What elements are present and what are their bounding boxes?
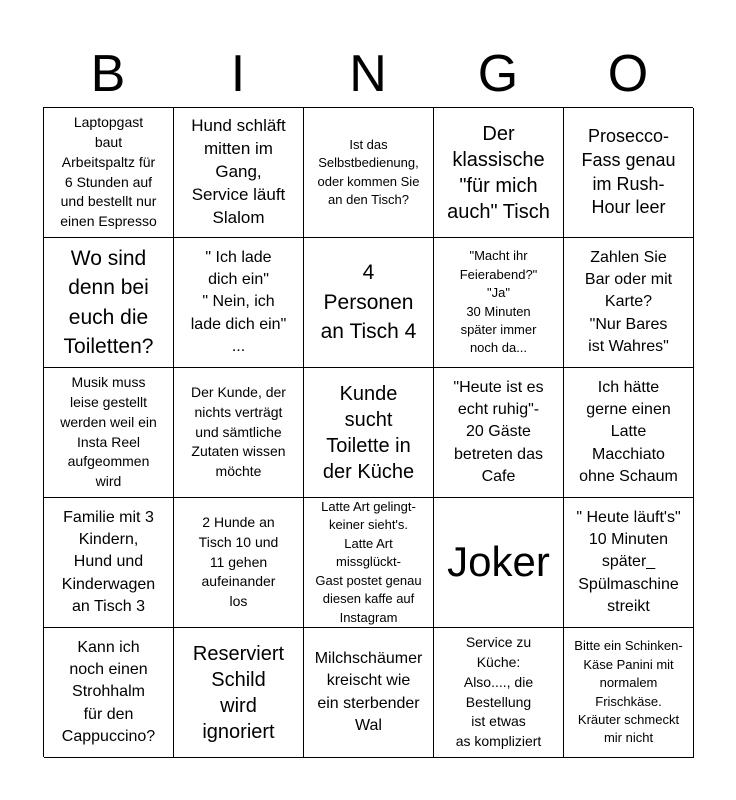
cell-text: Bitte ein Schinken- Käse Panini mit normalem Frischkäse. Kräuter schmeckt mir nicht xyxy=(574,638,683,746)
bingo-cell-r2c5[interactable] xyxy=(564,238,694,368)
bingo-header xyxy=(43,40,693,108)
bingo-cell-r5c2[interactable] xyxy=(174,628,304,758)
header-letter-g: G xyxy=(477,45,519,103)
bingo-cell-r5c3[interactable] xyxy=(304,628,434,758)
cell-text: Milchschäumer kreischt wie ein sterbender Wal xyxy=(314,649,423,734)
bingo-cell-r5c5[interactable] xyxy=(564,628,694,758)
bingo-cell-r3c4[interactable] xyxy=(434,368,564,498)
bingo-cell-r2c4[interactable] xyxy=(434,238,564,368)
cell-text: 4 Personen an Tisch 4 xyxy=(320,261,417,344)
header-letter-b: B xyxy=(90,45,126,103)
header-letter-o: O xyxy=(607,45,649,103)
bingo-cell-r1c5[interactable] xyxy=(564,108,694,238)
bingo-cell-r1c4[interactable] xyxy=(434,108,564,238)
cell-text: Zahlen Sie Bar oder mit Karte? "Nur Bares ist Wahres" xyxy=(584,248,673,356)
cell-text: Service zu Küche: Also...., die Bestellung ist etwas as kompliziert xyxy=(455,633,542,750)
bingo-cell-r3c3[interactable] xyxy=(304,368,434,498)
cell-text: "Macht ihr Feierabend?" "Ja" 30 Minuten später immer noch da... xyxy=(459,248,538,356)
cell-text: Hund schläft mitten im Gang, Service läuft Slalom xyxy=(191,116,286,227)
bingo-cell-r2c3[interactable] xyxy=(304,238,434,368)
header-letter-n: N xyxy=(349,45,387,103)
cell-text: Wo sind denn bei euch die Toiletten? xyxy=(63,246,154,358)
cell-text: " Heute läuft's" 10 Minuten später_ Spülmaschine streikt xyxy=(576,508,681,616)
cell-text: Kann ich noch einen Strohhalm für den Cappuccino? xyxy=(61,638,156,746)
cell-text: Der Kunde, der nichts verträgt und sämtliche Zutaten wissen möchte xyxy=(191,383,286,480)
bingo-cell-r2c2[interactable] xyxy=(174,238,304,368)
cell-text: Reserviert Schild wird ignoriert xyxy=(192,642,285,743)
bingo-cell-r4c2[interactable] xyxy=(174,498,304,628)
cell-text: Prosecco- Fass genau im Rush- Hour leer xyxy=(581,125,676,218)
bingo-cell-r4c4-joker[interactable] xyxy=(434,498,564,628)
bingo-cell-r1c3[interactable] xyxy=(304,108,434,238)
bingo-cell-r4c5[interactable] xyxy=(564,498,694,628)
bingo-cell-r5c1[interactable] xyxy=(44,628,174,758)
cell-text: Der klassische "für mich auch" Tisch xyxy=(447,122,550,223)
bingo-cell-r5c4[interactable] xyxy=(434,628,564,758)
cell-text: Ich hätte gerne einen Latte Macchiato ohne Schaum xyxy=(579,378,678,486)
cell-text: 2 Hunde an Tisch 10 und 11 gehen aufeinander los xyxy=(198,513,279,610)
bingo-cell-r3c5[interactable] xyxy=(564,368,694,498)
cell-text: Joker xyxy=(447,538,550,586)
cell-text: Musik muss leise gestellt werden weil ein Insta Reel aufgeommen wird xyxy=(60,373,157,490)
cell-text: Ist das Selbstbedienung, oder kommen Sie an den Tisch? xyxy=(317,136,420,207)
cell-text: " Ich lade dich ein" " Nein, ich lade dich ein" ... xyxy=(190,248,287,356)
header-letter-i: I xyxy=(230,45,246,103)
cell-text: Familie mit 3 Kindern, Hund und Kinderwagen an Tisch 3 xyxy=(61,508,156,616)
bingo-cell-r3c1[interactable] xyxy=(44,368,174,498)
cell-text: Latte Art gelingt- keiner sieht's. Latte Art missglückt- Gast postet genau diesen kaffe auf Instagram xyxy=(315,498,422,625)
bingo-cell-r4c1[interactable] xyxy=(44,498,174,628)
bingo-cell-r3c2[interactable] xyxy=(174,368,304,498)
bingo-cell-r4c3[interactable] xyxy=(304,498,434,628)
cell-text: Laptopgast baut Arbeitspaltz für 6 Stunden auf und bestellt nur einen Espresso xyxy=(60,113,157,230)
cell-text: "Heute ist es echt ruhig"- 20 Gäste betreten das Cafe xyxy=(453,378,544,486)
bingo-cell-r1c1[interactable] xyxy=(44,108,174,238)
bingo-grid xyxy=(43,107,693,757)
bingo-cell-r2c1[interactable] xyxy=(44,238,174,368)
bingo-cell-r1c2[interactable] xyxy=(174,108,304,238)
cell-text: Kunde sucht Toilette in der Küche xyxy=(322,382,415,483)
